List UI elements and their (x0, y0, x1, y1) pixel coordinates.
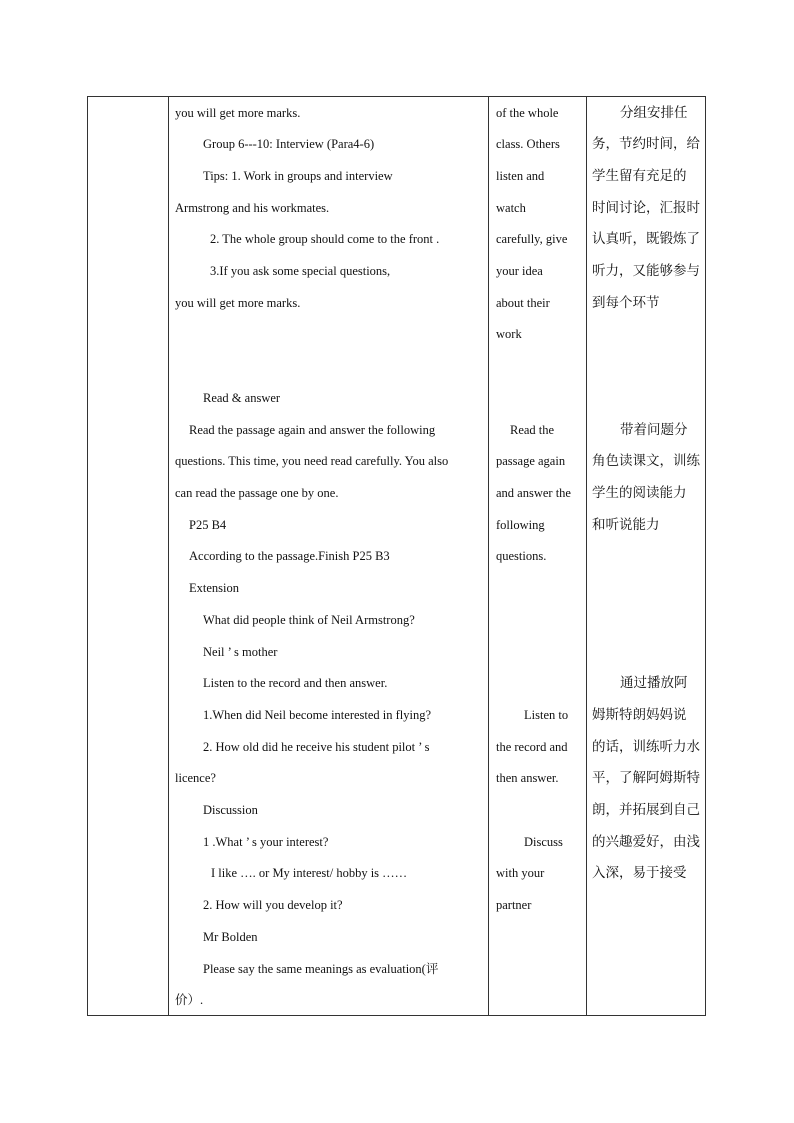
content-line: Discussion (203, 803, 258, 817)
purpose-line: 平，了解阿姆斯特 (592, 770, 700, 786)
student-line: listen and (496, 169, 545, 183)
purpose-line: 学生留有充足的 (592, 168, 687, 184)
student-line: then answer. (496, 771, 559, 785)
student-activity-column (489, 97, 586, 1015)
content-line: Read & answer (203, 391, 281, 405)
design-purpose-column (587, 97, 706, 1015)
content-line: What did people think of Neil Armstrong? (203, 613, 415, 627)
student-line: about their (496, 296, 550, 310)
content-line: 价）. (175, 993, 204, 1007)
purpose-line: 听力，又能够参与 (592, 263, 700, 279)
purpose-line: 姆斯特朗妈妈说 (592, 707, 687, 723)
purpose-line: 朗，并拓展到自己 (592, 802, 700, 818)
student-line: with your (496, 866, 545, 880)
student-line: your idea (496, 264, 543, 278)
content-line: P25 B4 (189, 518, 227, 532)
student-line: questions. (496, 549, 547, 563)
content-line: you will get more marks. (175, 106, 301, 120)
student-line: and answer the (496, 486, 571, 500)
student-line: partner (496, 898, 532, 912)
purpose-line: 分组安排任 (620, 105, 688, 121)
content-line: 1 .What ’ s your interest? (203, 835, 329, 849)
content-line: Listen to the record and then answer. (203, 676, 388, 690)
student-line: carefully, give (496, 232, 568, 246)
content-line: 2. The whole group should come to the front . (210, 232, 440, 246)
content-line: Tips: 1. Work in groups and interview (203, 169, 393, 183)
purpose-line: 通过播放阿 (620, 675, 688, 691)
student-line: Discuss (524, 835, 563, 849)
purpose-line: 学生的阅读能力 (592, 485, 687, 501)
purpose-line: 时间讨论，汇报时 (592, 200, 700, 216)
content-line: 2. How old did he receive his student pilot ’ s (203, 740, 430, 754)
student-line: Listen to (524, 708, 569, 722)
purpose-line: 认真听，既锻炼了 (592, 231, 700, 247)
content-line: Armstrong and his workmates. (175, 201, 330, 215)
content-line: Group 6---10: Interview (Para4-6) (203, 137, 375, 151)
purpose-line: 务，节约时间，给 (592, 136, 700, 152)
content-line: Extension (189, 581, 239, 595)
content-line: Neil ’ s mother (203, 645, 278, 659)
purpose-line: 到每个环节 (592, 295, 660, 311)
content-line: 3.If you ask some special questions, (210, 264, 391, 278)
purpose-line: 和听说能力 (592, 517, 660, 533)
purpose-line: 角色读课文，训练 (592, 453, 700, 469)
content-line: licence? (175, 771, 216, 785)
teaching-content-column (169, 97, 488, 1015)
student-line: watch (496, 201, 526, 215)
content-line: can read the passage one by one. (175, 486, 339, 500)
content-line: you will get more marks. (175, 296, 301, 310)
purpose-line: 带着问题分 (620, 422, 688, 438)
purpose-line: 的话，训练听力水 (592, 739, 700, 755)
student-line: Read the (510, 423, 555, 437)
content-line: I like …. or My interest/ hobby is …… (211, 866, 408, 880)
student-line: passage again (496, 454, 566, 468)
lesson-plan-table (87, 96, 706, 1016)
content-line: According to the passage.Finish P25 B3 (189, 549, 390, 563)
empty-step-column (88, 97, 168, 1015)
student-line: work (496, 327, 522, 341)
purpose-line: 的兴趣爱好，由浅 (592, 834, 700, 850)
content-line: 2. How will you develop it? (203, 898, 343, 912)
student-line: following (496, 518, 545, 532)
content-line: Read the passage again and answer the following (189, 423, 436, 437)
purpose-line: 入深，易于接受 (592, 865, 687, 881)
content-line: 1.When did Neil become interested in flying? (203, 708, 432, 722)
content-line: Mr Bolden (203, 930, 258, 944)
content-line: questions. This time, you need read carefully. You also (175, 454, 449, 468)
student-line: class. Others (496, 137, 560, 151)
student-line: the record and (496, 740, 568, 754)
content-line: Please say the same meanings as evaluation(评 (203, 962, 439, 976)
student-line: of the whole (496, 106, 559, 120)
